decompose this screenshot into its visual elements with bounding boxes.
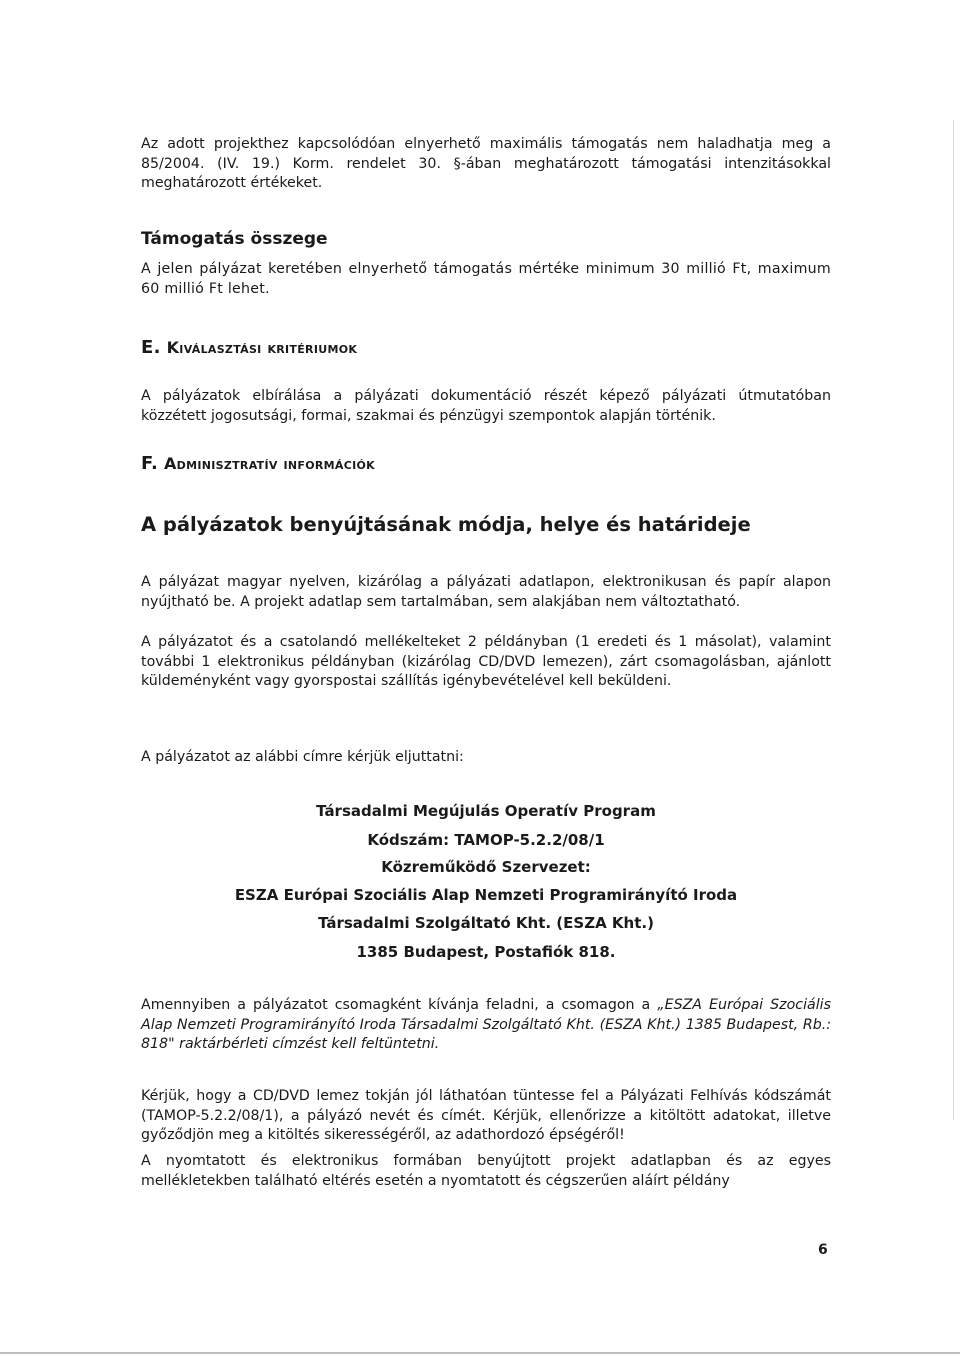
address-intermediate-label: Közreműködő Szervezet: (381, 858, 591, 876)
evaluation-paragraph: A pályázatok elbírálása a pályázati dokumentáció részét képező pályázati útmutatóban közzétett jogosutsági, formai, szakmai és pénzügyi szempontok alapján történik. (141, 388, 831, 424)
page-number: 6 (818, 1242, 828, 1258)
section-e-title: Kiválasztási kritériumok (166, 338, 358, 357)
address-intro-paragraph: A pályázatot az alábbi címre kérjük eljuttatni: (141, 749, 464, 765)
page-bottom-line (0, 1352, 960, 1354)
amount-paragraph: A jelen pályázat keretében elnyerhető támogatás mértéke minimum 30 millió Ft, maximum 60 millió Ft lehet. (141, 261, 831, 297)
submission-heading: A pályázatok benyújtásának módja, helye és határideje (141, 513, 751, 536)
package-address-italic: „ESZA Európai Szociális Alap Nemzeti Programirányító Iroda Társadalmi Szolgáltató Kht. (ESZA Kht.) 1385 Budapest, Rb.: 818" raktárbérleti címzést kell feltüntetni. (141, 997, 831, 1052)
section-e-letter: E. (141, 337, 161, 358)
section-f-title: Adminisztratív információk (163, 454, 375, 473)
address-company: Társadalmi Szolgáltató Kht. (ESZA Kht.) (318, 914, 654, 932)
intro-paragraph: Az adott projekthez kapcsolódóan elnyerhető maximális támogatás nem haladhatja meg a 85/2004. (IV. 19.) Korm. rendelet 30. §-ában meghatározott támogatási intenzitásokkal meghatározott értékeket. (141, 136, 831, 191)
section-e-heading (141, 337, 357, 358)
package-lead-text: Amennyiben a pályázatot csomagként kívánja feladni, a csomagon a (141, 997, 658, 1013)
address-postal: 1385 Budapest, Postafiók 818. (356, 943, 616, 961)
page-edge-line (953, 120, 954, 1120)
language-paragraph: A pályázat magyar nyelven, kizárólag a pályázati adatlapon, elektronikusan és papír alapon nyújtható be. A projekt adatlap sem tartalmában, sem alakjában nem változtatható. (141, 574, 831, 610)
section-f-letter: F. (141, 453, 159, 474)
address-code: Kódszám: TAMOP-5.2.2/08/1 (367, 831, 605, 849)
copies-paragraph: A pályázatot és a csatolandó mellékelteket 2 példányban (1 eredeti és 1 másolat), valamint további 1 elektronikus példányban (kizárólag CD/DVD lemezen), zárt csomagolásban, ajánlott küldeményként vagy gyorspostai szállítás igénybevételével kell beküldeni. (141, 634, 831, 689)
discrepancy-paragraph: A nyomtatott és elektronikus formában benyújtott projekt adatlapban és az egyes mellékletekben található eltérés esetén a nyomtatott és cégszerűen aláírt példány (141, 1153, 831, 1189)
section-f-heading (141, 453, 375, 474)
amount-heading: Támogatás összege (141, 229, 328, 249)
address-program: Társadalmi Megújulás Operatív Program (316, 802, 656, 820)
address-office: ESZA Európai Szociális Alap Nemzeti Programirányító Iroda (234, 886, 738, 904)
package-paragraph (141, 996, 831, 1055)
cd-label-paragraph: Kérjük, hogy a CD/DVD lemez tokján jól láthatóan tüntesse fel a Pályázati Felhívás kódszámát (TAMOP-5.2.2/08/1), a pályázó nevét és címét. Kérjük, ellenőrizze a kitöltött adatokat, illetve győződjön meg a kitöltés sikerességéről, az adathordozó épségéről! (141, 1088, 831, 1143)
